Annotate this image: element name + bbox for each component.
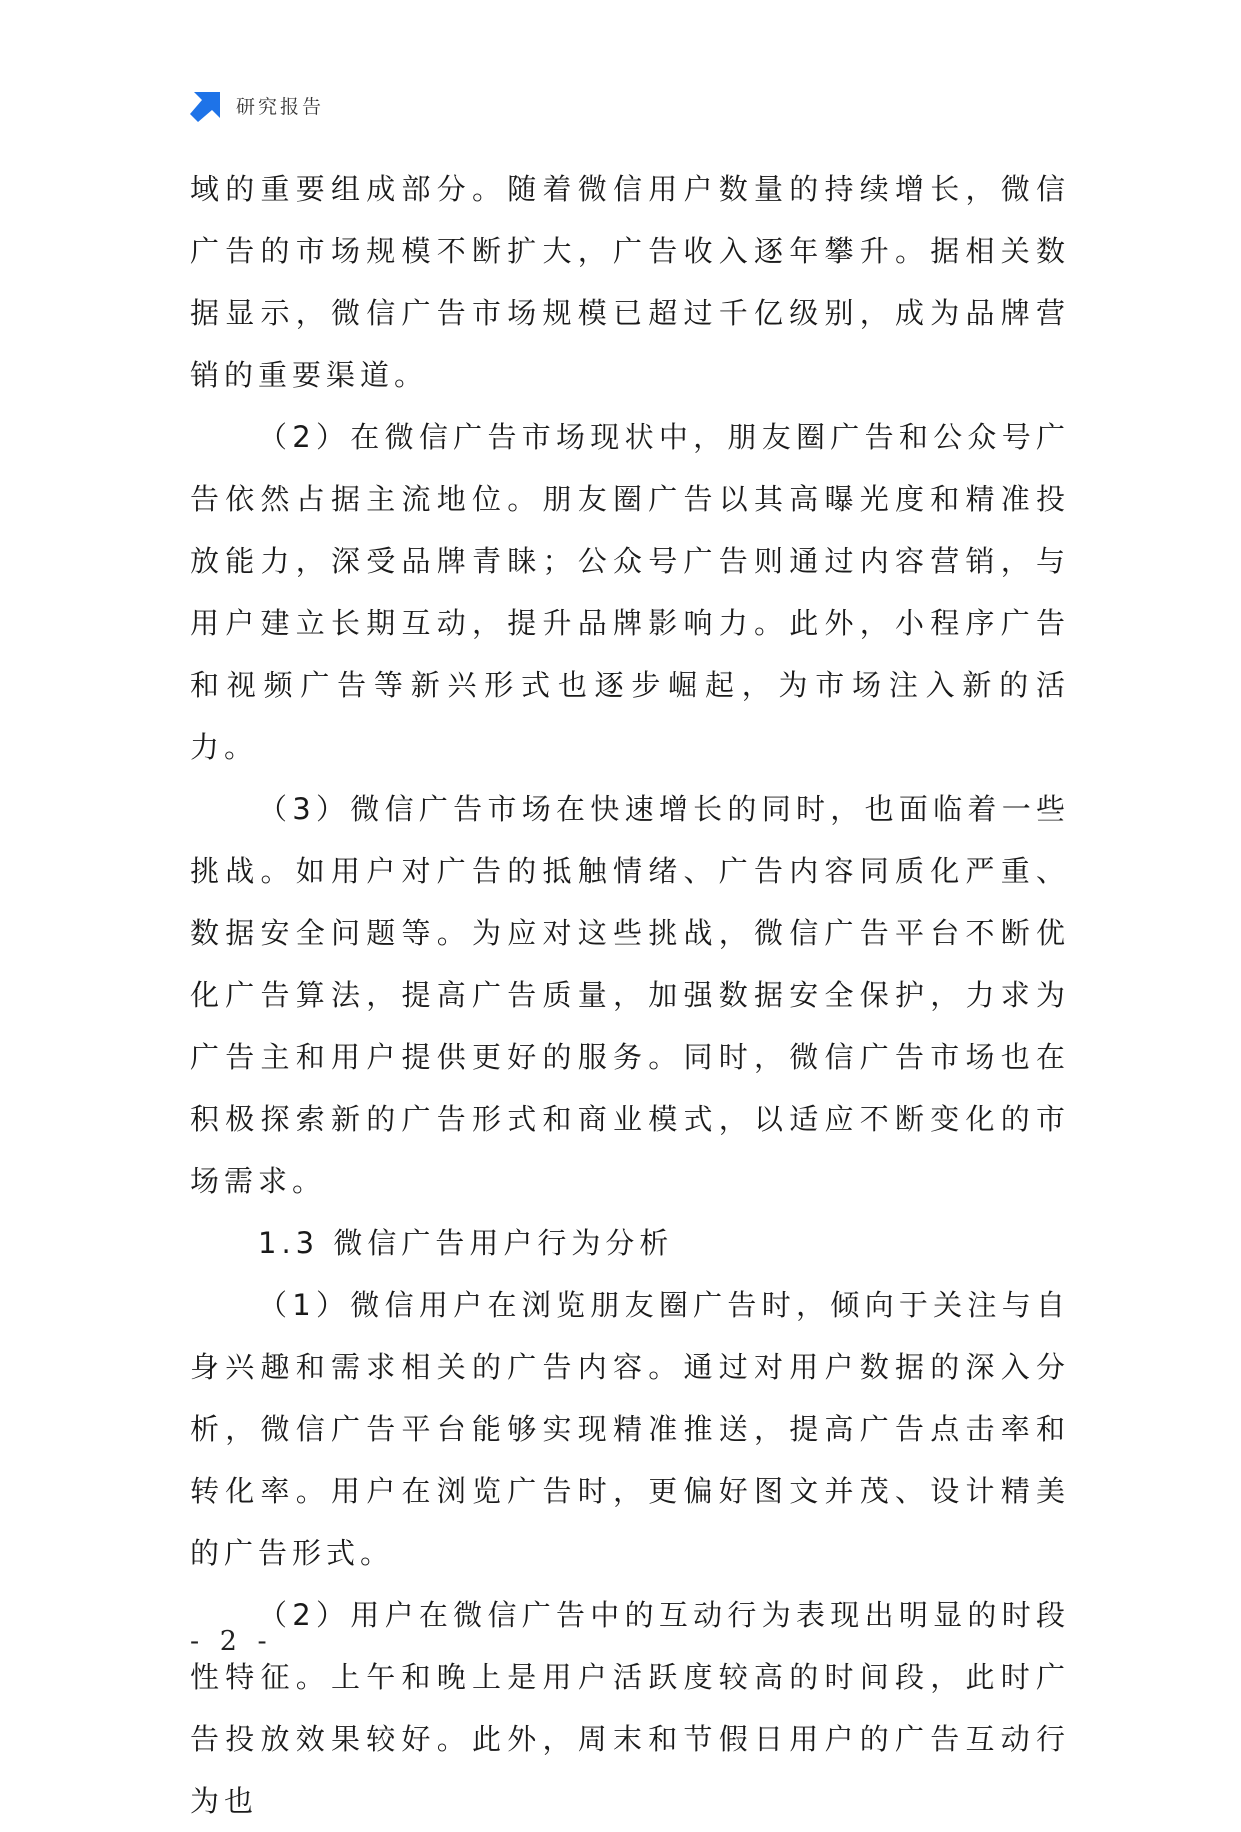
page-number: - 2 -	[190, 1626, 273, 1657]
paragraph-continuation: 域的重要组成部分。随着微信用户数量的持续增长，微信广告的市场规模不断扩大，广告收入逐年攀升。据相关数据显示，微信广告市场规模已超过千亿级别，成为品牌营销的重要渠道。	[190, 172, 1070, 392]
header-title: 研究报告	[236, 95, 325, 118]
paragraph-2: （2）在微信广告市场现状中，朋友圈广告和公众号广告依然占据主流地位。朋友圈广告以其高曝光度和精准投放能力，深受品牌青睐；公众号广告则通过内容营销，与用户建立长期互动，提升品牌影响力。此外，小程序广告和视频广告等新兴形式也逐步崛起，为市场注入新的活力。	[190, 420, 1070, 764]
document-body	[190, 158, 1070, 1832]
page-header	[190, 88, 324, 122]
paragraph-5: （2）用户在微信广告中的互动行为表现出明显的时段性特征。上午和晚上是用户活跃度较高的时间段，此时广告投放效果较好。此外，周末和节假日用户的广告互动行为也	[190, 1598, 1070, 1818]
section-heading: 1.3 微信广告用户行为分析	[258, 1226, 674, 1260]
paragraph-3: （3）微信广告市场在快速增长的同时，也面临着一些挑战。如用户对广告的抵触情绪、广告内容同质化严重、数据安全问题等。为应对这些挑战，微信广告平台不断优化广告算法，提高广告质量，加强数据安全保护，力求为广告主和用户提供更好的服务。同时，微信广告市场也在积极探索新的广告形式和商业模式，以适应不断变化的市场需求。	[190, 792, 1070, 1198]
arrow-up-right-icon	[190, 88, 224, 122]
paragraph-4: （1）微信用户在浏览朋友圈广告时，倾向于关注与自身兴趣和需求相关的广告内容。通过对用户数据的深入分析，微信广告平台能够实现精准推送，提高广告点击率和转化率。用户在浏览广告时，更偏好图文并茂、设计精美的广告形式。	[190, 1288, 1070, 1570]
